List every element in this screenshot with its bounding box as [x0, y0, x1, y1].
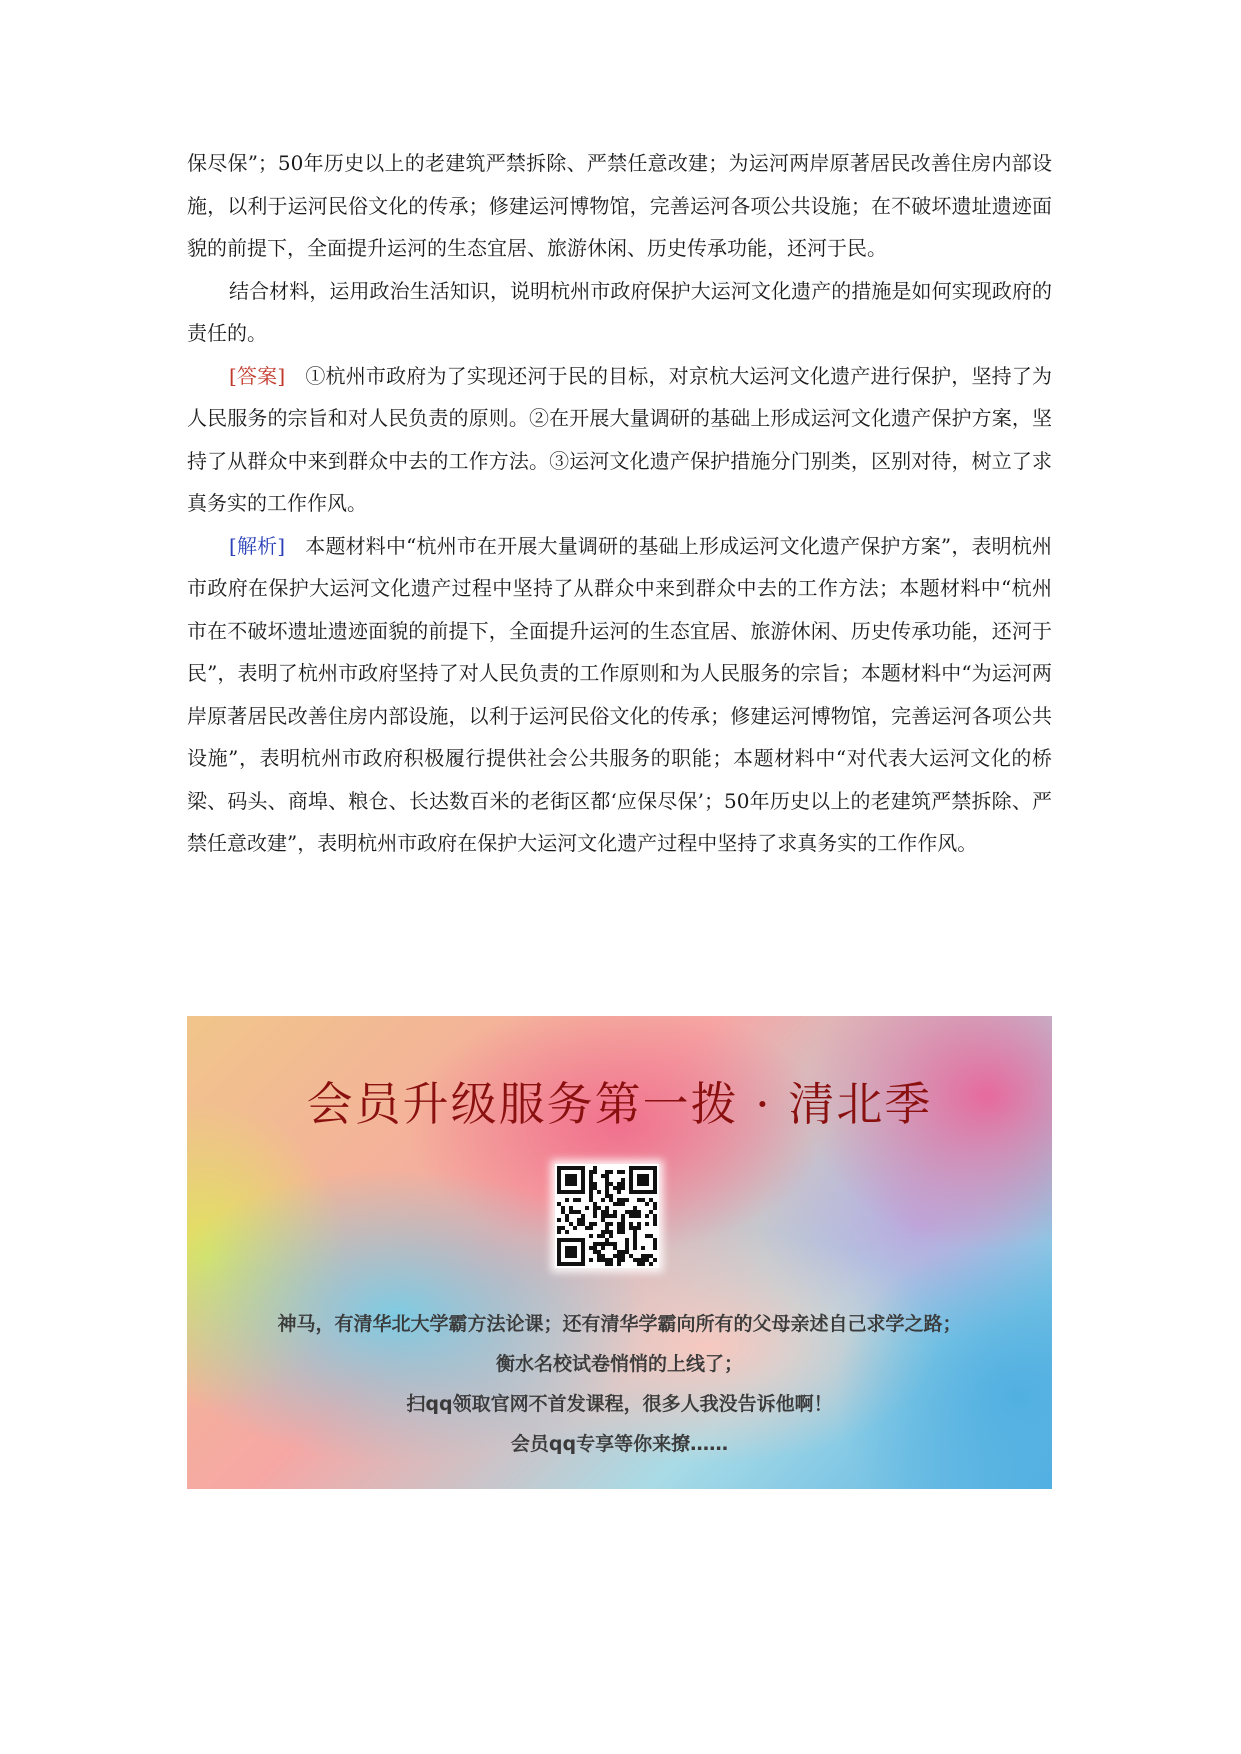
answer-tag: [答案] — [229, 363, 286, 388]
banner-title: 会员升级服务第一拨 · 清北季 — [306, 1077, 933, 1131]
analysis-text: 本题材料中“杭州市在开展大量调研的基础上形成运河文化遗产保护方案”，表明杭州市政府在保护大运河文化遗产过程中坚持了从群众中来到群众中去的工作方法；本题材料中“杭州市在不破坏遗址遗迹面貌的前提下，全面提升运河的生态宜居、旅游休闲、历史传承功能，还河于民”，表明了杭州市政府坚持了对人民负责的工作原则和为人民服务的宗旨；本题材料中“为运河两岸原著居民改善住房内部设施，以利于运河民俗文化的传承；修建运河博物馆，完善运河各项公共设施”，表明杭州市政府积极履行提供社会公共服务的职能；本题材料中“对代表大运河文化的桥梁、码头、商埠、粮仓、长达数百米的老街区都‘应保尽保’；50年历史以上的老建筑严禁拆除、严禁任意改建”，表明杭州市政府在保护大运河文化遗产过程中坚持了求真务实的工作作风。 — [187, 533, 1053, 855]
promo-banner[interactable] — [187, 1016, 1052, 1489]
banner-text-block — [187, 1304, 1052, 1464]
question-paragraph: 结合材料，运用政治生活知识，说明杭州市政府保护大运河文化遗产的措施是如何实现政府的责任的。 — [187, 278, 1052, 345]
banner-line-2: 衡水名校试卷悄悄的上线了； — [495, 1353, 743, 1375]
analysis-tag: [解析] — [229, 533, 286, 558]
document-body — [187, 142, 1052, 865]
qr-code-icon[interactable] — [555, 1164, 659, 1268]
banner-line-4: 会员qq专享等你来撩…… — [510, 1433, 729, 1455]
material-paragraph: 保尽保”；50年历史以上的老建筑严禁拆除、严禁任意改建；为运河两岸原著居民改善住房内部设施，以利于运河民俗文化的传承；修建运河博物馆，完善运河各项公共设施；在不破坏遗址遗迹面貌的前提下，全面提升运河的生态宜居、旅游休闲、历史传承功能，还河于民。 — [187, 151, 1052, 260]
answer-text: ①杭州市政府为了实现还河于民的目标，对京杭大运河文化遗产进行保护，坚持了为人民服务的宗旨和对人民负责的原则。②在开展大量调研的基础上形成运河文化遗产保护方案，坚持了从群众中来到群众中去的工作方法。③运河文化遗产保护措施分门别类，区别对待，树立了求真务实的工作作风。 — [187, 363, 1053, 515]
banner-line-1: 神马，有清华北大学霸方法论课；还有清华学霸向所有的父母亲述自己求学之路； — [277, 1313, 962, 1335]
analysis-paragraph — [187, 525, 1052, 865]
banner-line-3: 扫qq领取官网不首发课程，很多人我没告诉他啊！ — [406, 1393, 833, 1415]
qr-code-graphic — [555, 1164, 659, 1268]
answer-paragraph — [187, 355, 1052, 525]
